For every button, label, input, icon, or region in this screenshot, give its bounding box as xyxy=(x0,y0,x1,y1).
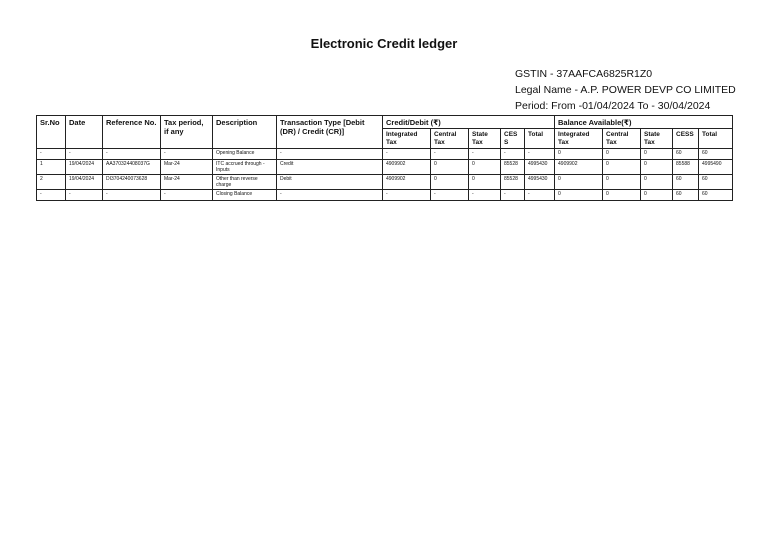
period: Period: From -01/04/2024 To - 30/04/2024 xyxy=(515,100,711,112)
table-cell: 4995430 xyxy=(525,175,555,190)
table-cell: Debit xyxy=(277,175,383,190)
subheader-cell: Total xyxy=(699,129,733,149)
subheader-cell: Integrated Tax xyxy=(555,129,603,149)
subheader-cell: CESS xyxy=(501,129,525,149)
table-cell: 0 xyxy=(641,175,673,190)
table-cell: - xyxy=(161,190,213,201)
table-cell: 2 xyxy=(37,175,66,190)
table-cell: 4909902 xyxy=(383,160,431,175)
table-cell: Closing Balance xyxy=(213,190,277,201)
header-transaction-type: Transaction Type [Debit (DR) / Credit (CR)] xyxy=(277,116,383,149)
table-row xyxy=(37,160,733,175)
table-cell: Mar-24 xyxy=(161,160,213,175)
table-row xyxy=(37,175,733,190)
subheader-cell: State Tax xyxy=(469,129,501,149)
header-balance: Balance Available(₹) xyxy=(555,116,733,129)
table-cell: - xyxy=(277,149,383,160)
legal-name: Legal Name - A.P. POWER DEVP CO LIMITED xyxy=(515,84,736,96)
table-cell: 0 xyxy=(555,190,603,201)
table-cell: - xyxy=(277,190,383,201)
table-cell: Credit xyxy=(277,160,383,175)
subheader-cell: CESS xyxy=(673,129,699,149)
table-cell: 0 xyxy=(431,175,469,190)
subheader-cell: Integrated Tax xyxy=(383,129,431,149)
table-cell: - xyxy=(383,190,431,201)
table-cell: 19/04/2024 xyxy=(66,160,103,175)
table-cell: 0 xyxy=(603,149,641,160)
gstin: GSTIN - 37AAFCA6825R1Z0 xyxy=(515,68,653,80)
table-cell: - xyxy=(161,149,213,160)
table-cell: 4995490 xyxy=(699,160,733,175)
table-cell: 0 xyxy=(555,175,603,190)
table-cell: - xyxy=(103,190,161,201)
table-cell: 0 xyxy=(431,160,469,175)
table-cell: - xyxy=(431,190,469,201)
table-cell: 0 xyxy=(603,175,641,190)
table-cell: AA370324408037G xyxy=(103,160,161,175)
header-sr-no: Sr.No xyxy=(37,116,66,149)
table-cell: 60 xyxy=(673,175,699,190)
table-cell: - xyxy=(469,149,501,160)
table-cell: 4909902 xyxy=(555,160,603,175)
table-cell: 85528 xyxy=(501,160,525,175)
table-cell: - xyxy=(501,149,525,160)
table-cell: - xyxy=(469,190,501,201)
table-cell: - xyxy=(525,190,555,201)
table-cell: DI3704240073628 xyxy=(103,175,161,190)
table-cell: 0 xyxy=(641,149,673,160)
table-cell: 60 xyxy=(673,149,699,160)
table-cell: 85588 xyxy=(673,160,699,175)
subheader-cell: Central Tax xyxy=(603,129,641,149)
table-cell: 0 xyxy=(641,190,673,201)
table-cell: - xyxy=(103,149,161,160)
table-cell: - xyxy=(66,149,103,160)
table-cell: - xyxy=(66,190,103,201)
page-title: Electronic Credit ledger xyxy=(310,36,458,51)
ledger-table xyxy=(36,115,733,201)
subheader-cell: Central Tax xyxy=(431,129,469,149)
table-cell: ITC accrued through - Inputs xyxy=(213,160,277,175)
table-cell: 1 xyxy=(37,160,66,175)
table-cell: 60 xyxy=(673,190,699,201)
table-cell: 4995430 xyxy=(525,160,555,175)
header-tax-period: Tax period, if any xyxy=(161,116,213,149)
table-cell: Mar-24 xyxy=(161,175,213,190)
table-cell: Other than reverse charge xyxy=(213,175,277,190)
subheader-cell: Total xyxy=(525,129,555,149)
table-cell: Opening Balance xyxy=(213,149,277,160)
table-row xyxy=(37,190,733,201)
table-cell: 60 xyxy=(699,175,733,190)
header-date: Date xyxy=(66,116,103,149)
subheader-cell: State Tax xyxy=(641,129,673,149)
table-cell: 0 xyxy=(603,190,641,201)
header-reference: Reference No. xyxy=(103,116,161,149)
table-cell: 60 xyxy=(699,149,733,160)
table-cell: - xyxy=(37,190,66,201)
header-credit-debit: Credit/Debit (₹) xyxy=(383,116,555,129)
table-cell: 60 xyxy=(699,190,733,201)
table-cell: 19/04/2024 xyxy=(66,175,103,190)
table-row xyxy=(37,149,733,160)
header-description: Description xyxy=(213,116,277,149)
table-cell: 0 xyxy=(469,175,501,190)
table-cell: - xyxy=(525,149,555,160)
ledger-meta xyxy=(515,66,736,114)
table-cell: - xyxy=(383,149,431,160)
table-cell: - xyxy=(431,149,469,160)
table-cell: 85528 xyxy=(501,175,525,190)
table-cell: 0 xyxy=(555,149,603,160)
table-cell: 4909902 xyxy=(383,175,431,190)
table-cell: - xyxy=(37,149,66,160)
table-cell: - xyxy=(501,190,525,201)
table-cell: 0 xyxy=(469,160,501,175)
table-cell: 0 xyxy=(603,160,641,175)
ledger-body xyxy=(37,149,733,201)
table-cell: 0 xyxy=(641,160,673,175)
